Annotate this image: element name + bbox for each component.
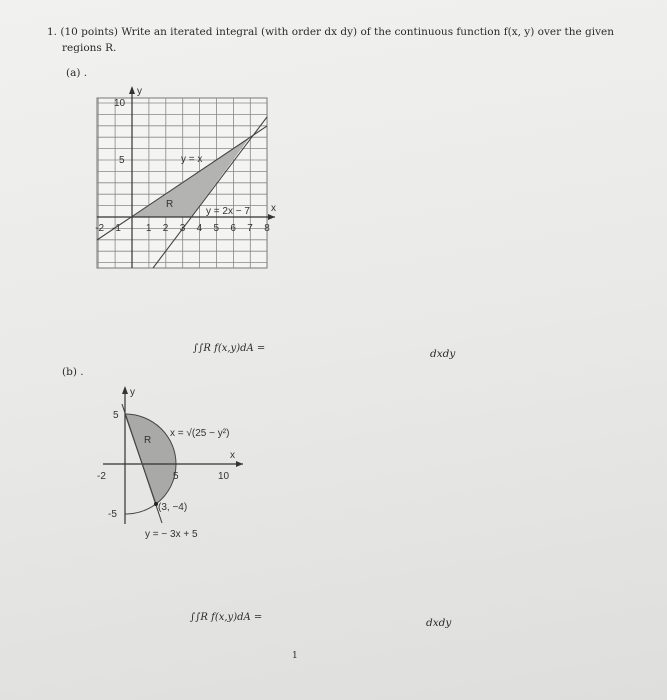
problem-statement: 1. (10 points) Write an iterated integral (with order dx dy) of the continuous function f(x, y) over the given — [47, 26, 614, 38]
svg-text:y: y — [130, 387, 135, 398]
svg-text:y = − 3x + 5: y = − 3x + 5 — [145, 529, 198, 540]
svg-text:R: R — [166, 199, 174, 210]
svg-text:x: x — [230, 450, 235, 461]
svg-text:y = x: y = x — [181, 154, 203, 165]
svg-text:5: 5 — [113, 410, 119, 421]
svg-text:-5: -5 — [108, 509, 117, 520]
svg-text:5: 5 — [119, 155, 125, 166]
x-tick-label: -2 — [95, 223, 105, 234]
graph-a — [95, 86, 276, 268]
svg-text:10: 10 — [114, 98, 126, 109]
page-number: 1 — [292, 651, 298, 661]
problem-statement-cont: regions R. — [62, 42, 117, 54]
svg-text:5: 5 — [173, 471, 179, 482]
svg-text:x = √(25 − y²): x = √(25 − y²) — [170, 428, 230, 439]
part-a-label: (a) . — [66, 67, 88, 79]
graph-b — [97, 386, 243, 540]
x-tick-label: 4 — [196, 223, 203, 234]
x-tick-label: 8 — [264, 223, 270, 234]
x-tick-label: -1 — [112, 223, 122, 234]
integral-a: ∫∫R f(x,y)dA = — [193, 343, 266, 354]
svg-text:R: R — [144, 435, 152, 446]
x-tick-label: 6 — [230, 223, 236, 234]
integral-b: ∫∫R f(x,y)dA = — [190, 612, 263, 623]
part-b-label: (b) . — [62, 366, 84, 378]
x-tick-label: 2 — [162, 223, 169, 234]
x-tick-label: 7 — [247, 223, 253, 234]
svg-text:x: x — [271, 203, 276, 214]
svg-text:-2: -2 — [97, 471, 106, 482]
svg-text:y = 2x − 7: y = 2x − 7 — [206, 206, 250, 217]
x-tick-label: 3 — [179, 223, 186, 234]
order-b: dxdy — [426, 617, 452, 629]
svg-text:10: 10 — [218, 471, 230, 482]
svg-text:(3, −4): (3, −4) — [158, 502, 188, 513]
x-tick-label: 5 — [213, 223, 220, 234]
x-tick-label: 1 — [145, 223, 152, 234]
order-a: dxdy — [430, 348, 456, 360]
svg-text:y: y — [137, 86, 142, 97]
